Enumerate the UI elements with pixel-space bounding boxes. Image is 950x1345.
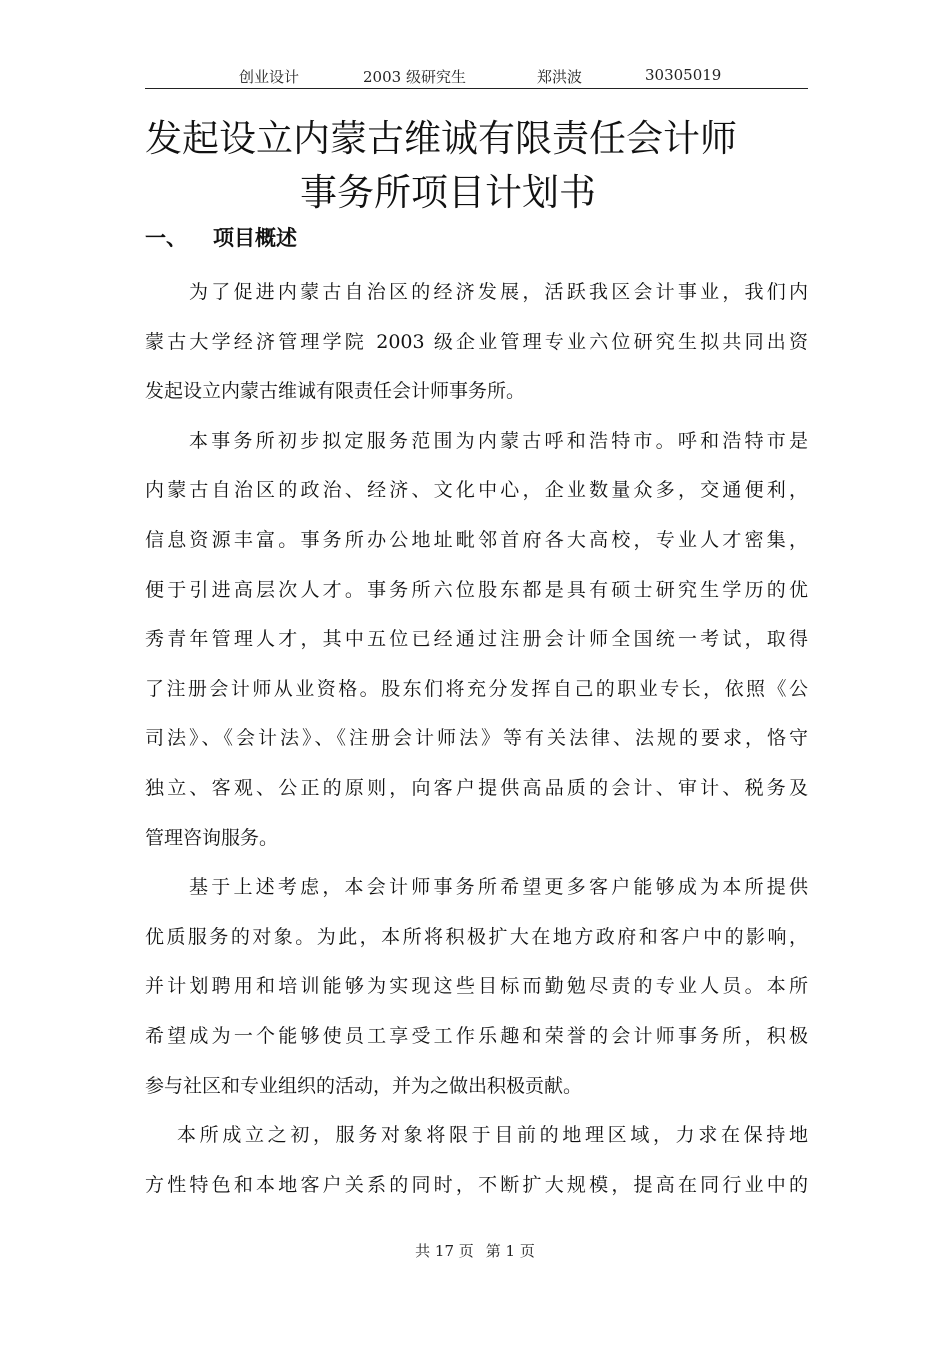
text-line: 希望成为一个能够使员工享受工作乐趣和荣誉的会计师事务所，积极 — [145, 1024, 808, 1047]
paragraph-1 — [145, 268, 808, 417]
text-line: 了注册会计师从业资格。股东们将充分发挥自己的职业专长，依照《公 — [145, 677, 808, 700]
text-line: 方性特色和本地客户关系的同时，不断扩大规模，提高在同行业中的 — [145, 1173, 808, 1196]
text-line: 秀青年管理人才，其中五位已经通过注册会计师全国统一考试，取得 — [145, 628, 808, 651]
text-line: 管理咨询服务。 — [145, 826, 279, 849]
text-line: 蒙古大学经济管理学院 2003 级企业管理专业六位研究生拟共同出资 — [145, 330, 808, 353]
paragraph-4 — [145, 1111, 808, 1210]
page-footer — [0, 1240, 950, 1261]
section-heading — [145, 222, 297, 252]
text-line: 优质服务的对象。为此，本所将积极扩大在地方政府和客户中的影响， — [145, 925, 808, 948]
header-grade: 2003 级研究生 — [363, 68, 466, 86]
text-line: 参与社区和专业组织的活动，并为之做出积极贡献。 — [145, 1074, 583, 1097]
page-total: 共 17 页 — [415, 1242, 474, 1260]
header-student-id: 30305019 — [645, 66, 722, 84]
text-line: 本所成立之初，服务对象将限于目前的地理区域，力求在保持地 — [177, 1124, 808, 1147]
header-author: 郑洪波 — [537, 68, 583, 86]
document-title — [145, 112, 808, 220]
document-title-line-1: 发起设立内蒙古维诚有限责任会计师 — [145, 117, 737, 160]
paragraph-3 — [145, 863, 808, 1111]
page-current: 第 1 页 — [485, 1242, 535, 1260]
paragraph-2 — [145, 417, 808, 863]
header-course: 创业设计 — [239, 68, 300, 86]
text-line: 司法》、《会计法》、《注册会计师法》等有关法律、法规的要求，恪守 — [145, 727, 808, 750]
text-line: 内蒙古自治区的政治、经济、文化中心，企业数量众多，交通便利， — [145, 479, 808, 502]
text-line: 基于上述考虑，本会计师事务所希望更多客户能够成为本所提供 — [189, 876, 808, 899]
section-number: 一、 — [145, 226, 187, 250]
body-text — [145, 268, 808, 1210]
section-title: 项目概述 — [213, 226, 297, 250]
text-line: 便于引进高层次人才。事务所六位股东都是具有硕士研究生学历的优 — [145, 578, 808, 601]
text-line: 发起设立内蒙古维诚有限责任会计师事务所。 — [145, 380, 526, 403]
text-line: 独立、客观、公正的原则，向客户提供高品质的会计、审计、税务及 — [145, 776, 808, 799]
text-line: 信息资源丰富。事务所办公地址毗邻首府各大高校，专业人才密集， — [145, 528, 808, 551]
text-line: 并计划聘用和培训能够为实现这些目标而勤勉尽责的专业人员。本所 — [145, 975, 808, 998]
text-line: 为了促进内蒙古自治区的经济发展，活跃我区会计事业，我们内 — [189, 281, 808, 303]
text-line: 本事务所初步拟定服务范围为内蒙古呼和浩特市。呼和浩特市是 — [189, 429, 808, 452]
document-title-line-2: 事务所项目计划书 — [300, 171, 596, 214]
running-header — [145, 62, 808, 89]
